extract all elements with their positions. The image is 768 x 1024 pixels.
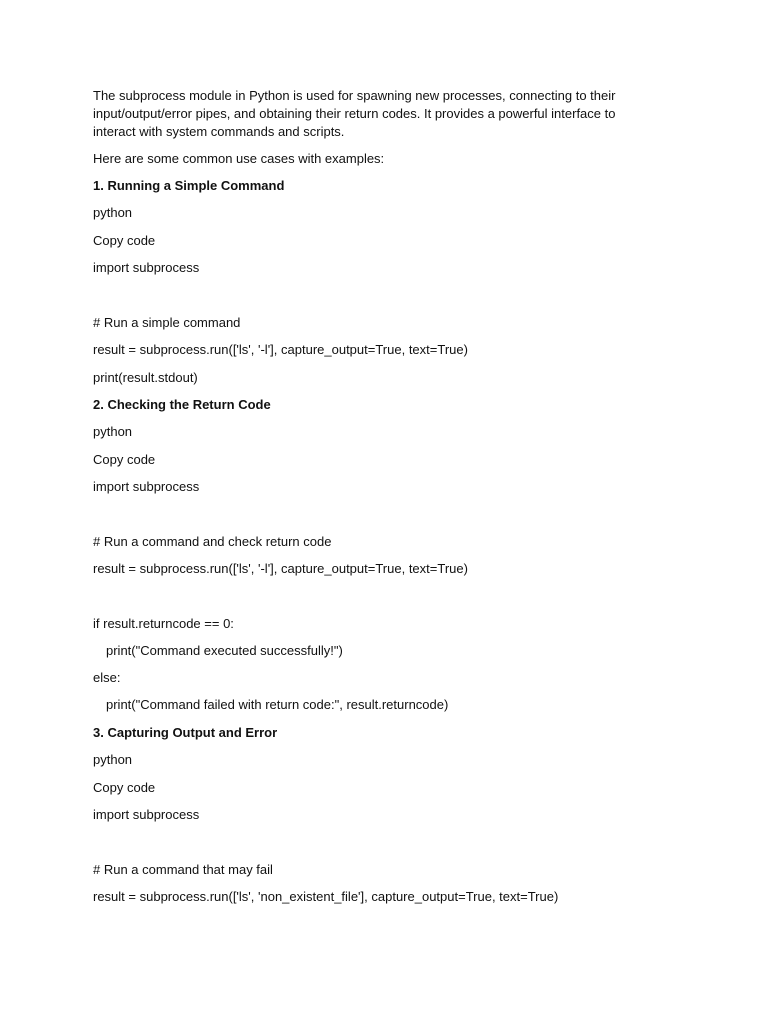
section-1-code-print: print(result.stdout) xyxy=(93,370,198,385)
section-1-lang-label: python xyxy=(93,205,133,220)
section-1-code-run: result = subprocess.run(['ls', '-l'], capture_output=True, text=True) xyxy=(93,342,468,357)
section-3-lang-label: python xyxy=(93,752,133,767)
lead-paragraph: Here are some common use cases with examples: xyxy=(93,151,385,166)
section-2-code-comment: # Run a command and check return code xyxy=(93,534,332,549)
section-1-heading: 1. Running a Simple Command xyxy=(93,178,285,193)
section-3-code-run: result = subprocess.run(['ls', 'non_existent_file'], capture_output=True, text=True) xyxy=(93,889,559,904)
section-2-heading: 2. Checking the Return Code xyxy=(93,397,271,412)
section-3-code-import: import subprocess xyxy=(93,807,200,822)
section-3-code-comment: # Run a command that may fail xyxy=(93,862,273,877)
section-2-code-run: result = subprocess.run(['ls', '-l'], capture_output=True, text=True) xyxy=(93,561,468,576)
section-2-code-else: else: xyxy=(93,670,121,685)
section-1-code-import: import subprocess xyxy=(93,260,200,275)
section-2-code-import: import subprocess xyxy=(93,479,200,494)
section-3-heading: 3. Capturing Output and Error xyxy=(93,725,278,740)
section-1-code-comment: # Run a simple command xyxy=(93,315,241,330)
document-body xyxy=(93,87,653,904)
section-2-lang-label: python xyxy=(93,424,133,439)
section-2-copy-code[interactable]: Copy code xyxy=(93,452,156,467)
section-3-copy-code[interactable]: Copy code xyxy=(93,780,156,795)
section-2-code-if: if result.returncode == 0: xyxy=(93,616,234,631)
intro-paragraph: The subprocess module in Python is used for spawning new processes, connecting to their input/output/error pipes, and obtaining their return codes. It provides a powerful interface to interact with system commands and scripts. xyxy=(93,88,616,139)
section-2-code-print-fail: print("Command failed with return code:", result.returncode) xyxy=(106,697,449,712)
section-2-code-print-ok: print("Command executed successfully!") xyxy=(106,643,343,658)
section-1-copy-code[interactable]: Copy code xyxy=(93,233,156,248)
